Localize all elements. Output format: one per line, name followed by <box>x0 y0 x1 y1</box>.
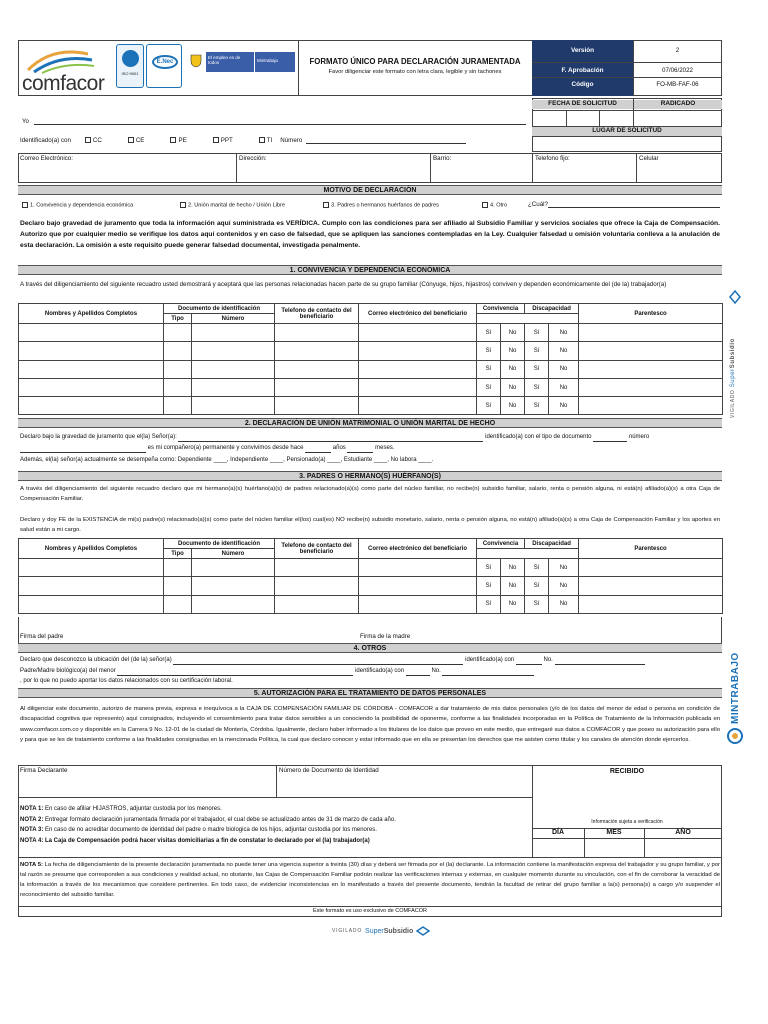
father-signature-field[interactable] <box>18 617 358 643</box>
doc-number-cell[interactable] <box>192 559 275 577</box>
table-row <box>19 577 723 595</box>
minor-doctype-field[interactable] <box>406 669 430 676</box>
radicado-field[interactable] <box>634 110 722 126</box>
email-label: Correo Electrónico: <box>20 155 73 162</box>
id-number-field[interactable] <box>306 137 466 144</box>
comfacor-logo <box>22 44 114 94</box>
barrio-field[interactable] <box>430 163 532 183</box>
section1-title: 1. CONVIVENCIA Y DEPENDENCIA ECONÓMICA <box>18 265 722 275</box>
conv-si-cell[interactable]: Sí <box>477 577 501 595</box>
yo-label: Yo <box>22 118 29 125</box>
motivo-option-3-label: 3. Padres o hermanos huérfanos de padres <box>331 202 439 209</box>
disc-si-cell[interactable]: Sí <box>525 577 549 595</box>
name-cell[interactable] <box>19 559 164 577</box>
parentesco-cell[interactable] <box>579 378 723 396</box>
note-label: NOTA 1: <box>20 806 44 812</box>
note-text: En caso de afiliar HIJASTROS, adjuntar custodia por los menores. <box>43 806 222 812</box>
note5 <box>20 860 720 900</box>
mother-signature-field[interactable] <box>358 617 722 643</box>
conv-si-cell[interactable]: Sí <box>477 378 501 396</box>
col-tipo: Tipo <box>164 314 192 324</box>
unknown-person-doctype-field[interactable] <box>516 658 542 665</box>
section4-line3: , por lo que no puedo aportar los datos relacionados con su certificación laboral. <box>20 678 233 684</box>
conv-no-cell[interactable]: No <box>501 360 525 378</box>
table-row <box>19 595 723 613</box>
email-cell[interactable] <box>359 324 477 342</box>
col-doc: Documento de identificación <box>164 539 275 549</box>
note5-label: NOTA 5: <box>20 862 43 868</box>
section4-l1a: Declaro que desconozco la ubicación del (de la) señor(a) <box>20 657 172 663</box>
doc-number-cell[interactable] <box>192 397 275 415</box>
approval-value: 07/06/2022 <box>662 67 693 74</box>
iso-label: ISO 9001 <box>121 71 139 76</box>
signer-doc-field[interactable] <box>276 775 532 797</box>
col-parentesco: Parentesco <box>579 539 723 559</box>
doc-type-cell[interactable] <box>164 397 192 415</box>
super-label: Super <box>365 927 384 935</box>
parentesco-cell[interactable] <box>579 559 723 577</box>
parentesco-cell[interactable] <box>579 342 723 360</box>
disc-si-cell[interactable]: Sí <box>525 324 549 342</box>
doc-type-cell[interactable] <box>164 559 192 577</box>
doc-type-cc[interactable] <box>85 137 102 145</box>
doc-number-cell[interactable] <box>192 577 275 595</box>
section3-title: 3. PADRES O HERMANO(S) HUÉRFANO(S) <box>18 471 722 481</box>
partner-number-field[interactable] <box>20 446 146 453</box>
conv-no-cell[interactable]: No <box>501 595 525 613</box>
conv-no-cell[interactable]: No <box>501 342 525 360</box>
conv-no-cell[interactable]: No <box>501 577 525 595</box>
doc-type-cell[interactable] <box>164 577 192 595</box>
side-super-label: Super <box>730 368 736 388</box>
phone-cell[interactable] <box>275 324 359 342</box>
section3-table <box>18 538 723 614</box>
code-label: Código <box>571 81 594 88</box>
doc-number-cell[interactable] <box>192 378 275 396</box>
note-item <box>20 836 530 847</box>
minor-name-field[interactable] <box>117 669 353 676</box>
doc-type-ti[interactable] <box>259 137 273 145</box>
enec-cert-badge <box>146 44 182 88</box>
col-names: Nombres y Apellidos Completos <box>19 304 164 324</box>
note-item <box>20 804 530 815</box>
declaration-form <box>18 40 722 920</box>
phone-cell[interactable] <box>275 397 359 415</box>
motivo-option-4[interactable] <box>482 202 507 209</box>
notes-list <box>20 804 530 846</box>
section4-l2a: Padre/Madre biológico(a) del menor <box>20 668 116 674</box>
conv-si-cell[interactable]: Sí <box>477 559 501 577</box>
side-supersubsidio-icon <box>729 290 741 304</box>
note-text: Entregar formato declaración juramentada firmada por el trabajador, el cual debe se actualizado antes de 31 de marzo de cada año. <box>43 816 396 823</box>
supersubsidio-footer-logo <box>332 924 462 938</box>
col-numero: Número <box>192 549 275 559</box>
table-row <box>19 342 723 360</box>
unknown-person-number-field[interactable] <box>555 658 645 665</box>
section5-text: Al diligenciar este documento, autorizo de manera previa, expresa e inequívoca a la CAJA DE COMPENSACIÓN FAMILIAR DE CÓRDOBA - COMFACOR a dar tratamiento de mis datos personales (y/o de los datos del menor de edad o persona en condición de discapacidad cognitiva que represento) aquí consignados, incluyendo el consentimiento para tratar datos sensibles a un conociendo la posibilidad de oponerme, conforme a las finalidades incorporadas en la Política de Tratamiento de la Información publicada en www.comfacor.com.co y disponible en la Carrera 9 No. 12-01 de la ciudad de Montería, Córdoba. Igualmente, declaro haber informado a los titulares de los datos que proveo en este medio, que entregaré sus datos a COMFACOR y que poseo su autorización para ello y para que se les de tratamiento conforme a las finalidades consignadas en la mencionada Política, la cual que declaro conocer y estar informado que en ella se presentan los derechos que me asisten como titular y los canales de atención donde ejercerlos. <box>20 706 720 744</box>
phone-cell[interactable] <box>275 378 359 396</box>
note-label: NOTA 2: <box>20 816 44 823</box>
conv-no-cell[interactable]: No <box>501 378 525 396</box>
disc-si-cell[interactable]: Sí <box>525 595 549 613</box>
motivo-title: MOTIVO DE DECLARACIÓN <box>18 185 722 195</box>
email-cell[interactable] <box>359 397 477 415</box>
doc-type-pe[interactable] <box>170 137 186 145</box>
received-month-field[interactable] <box>584 838 644 857</box>
col-email: Correo electrónico del beneficiario <box>359 304 477 324</box>
received-day-label: DÍA <box>551 829 565 836</box>
col-phone: Telefono de contacto del beneficiario <box>275 304 359 324</box>
supersubsidio-side-logo <box>730 338 736 418</box>
disc-no-cell[interactable]: No <box>549 324 579 342</box>
side-subsidio-label: Subsidio <box>730 338 736 369</box>
col-disc: Discapacidad <box>525 304 579 314</box>
motivo-option-2-label: 2. Unión marital de hecho / Unión Libre <box>188 202 286 209</box>
doc-type-cell[interactable] <box>164 378 192 396</box>
motivo-which-field[interactable] <box>548 201 720 208</box>
disc-no-cell[interactable]: No <box>549 378 579 396</box>
phone-field[interactable] <box>532 163 636 183</box>
signer-signature-field[interactable] <box>18 775 276 797</box>
email-cell[interactable] <box>359 360 477 378</box>
conv-si-cell[interactable]: Sí <box>477 595 501 613</box>
request-day-field[interactable] <box>532 110 566 126</box>
vigilado-label: VIGILADO <box>332 928 363 934</box>
disc-si-cell[interactable]: Sí <box>525 378 549 396</box>
code-value: FO-MB-FAF-06 <box>656 81 699 88</box>
conv-no-cell[interactable]: No <box>501 397 525 415</box>
note-item <box>20 815 530 826</box>
doc-number-cell[interactable] <box>192 595 275 613</box>
section4-line2 <box>20 668 722 676</box>
name-cell[interactable] <box>19 577 164 595</box>
section2-l1b: identificado(a) con el tipo de documento <box>485 434 592 440</box>
section4-l2c: No. <box>431 668 441 674</box>
email-cell[interactable] <box>359 378 477 396</box>
signer-label: Firma Declarante <box>20 767 68 774</box>
place-label: LUGAR DE SOLICITUD <box>532 127 722 136</box>
table-row <box>19 360 723 378</box>
col-parentesco: Parentesco <box>579 304 723 324</box>
col-conv: Convivencia <box>477 539 525 549</box>
request-year-field[interactable] <box>599 110 633 126</box>
col-disc: Discapacidad <box>525 539 579 549</box>
doc-type-ce[interactable] <box>128 137 145 145</box>
mother-signature-label: Firma de la madre <box>360 633 411 640</box>
unknown-person-field[interactable] <box>173 658 463 665</box>
doc-number-cell[interactable] <box>192 342 275 360</box>
enec-label: E.Nec <box>152 55 178 69</box>
col-phone: Telefono de contacto del beneficiario <box>275 539 359 559</box>
section1-table <box>18 303 723 415</box>
phone-cell[interactable] <box>275 559 359 577</box>
table-row <box>19 378 723 396</box>
exclusive-note: Este formato es uso exclusivo de COMFACOR <box>18 907 722 917</box>
email-cell[interactable] <box>359 577 477 595</box>
parentesco-cell[interactable] <box>579 397 723 415</box>
section2-l1a: Declaro bajo la gravedad de juramento que el(la) Señor(a): <box>20 434 177 440</box>
doc-type-ppt[interactable] <box>213 137 233 145</box>
received-year-label: AÑO <box>675 829 691 836</box>
doc-type-ti-label: TI <box>266 137 273 144</box>
colombia-shield-icon <box>190 54 202 68</box>
disc-no-cell[interactable]: No <box>549 360 579 378</box>
phone-cell[interactable] <box>275 342 359 360</box>
version-label: Versión <box>570 47 595 54</box>
mintrabajo-banner: Mintrabajo <box>255 52 295 72</box>
gov-text: El empleo es de todos <box>208 55 241 65</box>
section2-line3: Además, el(la) señor(a) actualmente se desempeña como: Dependiente ____, Independiente ____, Pensionado(a) ____, Estudiante ____, No labora ____. <box>20 457 434 463</box>
parentesco-cell[interactable] <box>579 595 723 613</box>
number-label: Número <box>280 137 303 144</box>
phone-cell[interactable] <box>275 360 359 378</box>
logo-text: comfacor <box>22 72 105 95</box>
section2-line1 <box>20 434 722 442</box>
doc-type-cc-label: CC <box>92 137 102 144</box>
partner-name-field[interactable] <box>178 435 483 442</box>
received-month-label: MES <box>606 829 622 836</box>
note5-text: La fecha de diligenciamiento de la presente declaración juramentada no puede tener una vigencia superior a treinta (30) días y deberá ser firmada por el (la) declarante. La información contiene la manifestación expresa del trabajador y su grupo familiar, y por tal razón se presume que corresponden a sus condiciones y realidad actual, no obstante, las Cajas de Compensación Familiar podrán realizar las verificaciones internas y externas, en cualquier momento durante su vinculación, con el fin de corroborar la veracidad de la información a través de los mecanismos que considere pertinentes. En todo caso, de evidenciar inconsistencias en lo manifestado a través del presente documento, tendrán la facultad de retirar del grupo familiar a la(s) persona(s) a cargo y/o suspender el reconocimiento del subsidio familiar. <box>20 862 721 898</box>
id-label: Identificado(a) con <box>20 137 71 144</box>
disc-no-cell[interactable]: No <box>549 577 579 595</box>
name-cell[interactable] <box>19 378 164 396</box>
col-email: Correo electrónico del beneficiario <box>359 539 477 559</box>
subsidio-label: Subsidio <box>383 927 414 935</box>
col-numero: Número <box>192 314 275 324</box>
email-cell[interactable] <box>359 559 477 577</box>
approval-label: F. Aprobación <box>561 67 604 74</box>
col-conv: Convivencia <box>477 304 525 314</box>
section5-title: 5. AUTORIZACIÓN PARA EL TRATAMIENTO DE DATOS PERSONALES <box>18 688 722 698</box>
doc-type-cell[interactable] <box>164 324 192 342</box>
phone-label: Telefono fijo: <box>535 155 570 162</box>
supersubsidio-arrow-icon <box>416 926 430 936</box>
section3-p1: A través del diligenciamiento del siguiente recuadro declaro que mi hermano(a)(s) huérfano(a)(s) de padres relacionado(a)(s) como parte del núcleo familiar, no recibe(n) subsidio familiar, salario, renta o pensión alguna, ni está(n) afiliado(a)(s) a otra Caja de Compensación Familiar. <box>20 486 720 502</box>
disc-no-cell[interactable]: No <box>549 397 579 415</box>
address-label: Dirección: <box>239 155 267 162</box>
conv-si-cell[interactable]: Sí <box>477 324 501 342</box>
received-label: RECIBIDO <box>609 768 645 775</box>
barrio-label: Barrio: <box>433 155 452 162</box>
name-cell[interactable] <box>19 324 164 342</box>
minor-number-field[interactable] <box>442 669 534 676</box>
disc-no-cell[interactable]: No <box>549 595 579 613</box>
section4-l1c: No. <box>543 657 553 663</box>
partner-doc-type-field[interactable] <box>593 435 627 442</box>
table-row <box>19 324 723 342</box>
motivo-option-3[interactable] <box>323 202 439 209</box>
form-subtitle: Favor diligenciar este formato con letra clara, legible y sin tachones <box>328 69 502 75</box>
years-field[interactable] <box>305 446 331 453</box>
section2-l2a: es mi compañero(a) permanente y convivimos desde hace <box>147 445 304 451</box>
disc-si-cell[interactable]: Sí <box>525 559 549 577</box>
motivo-which-label: ¿Cuál? <box>528 201 548 208</box>
motivo-option-1[interactable] <box>22 202 133 209</box>
received-year-field[interactable] <box>644 838 722 857</box>
doc-number-cell[interactable] <box>192 360 275 378</box>
note-label: NOTA 3: <box>20 827 44 833</box>
col-tipo: Tipo <box>164 549 192 559</box>
iso-seal-icon <box>122 50 139 67</box>
doc-type-cell[interactable] <box>164 360 192 378</box>
request-date-label: FECHA DE SOLICITUD <box>532 100 633 109</box>
conv-si-cell[interactable]: Sí <box>477 360 501 378</box>
motivo-option-1-label: 1. Convivencia y dependencia económica <box>30 202 134 209</box>
gov-banner <box>206 52 254 72</box>
request-month-field[interactable] <box>566 110 599 126</box>
signer-doc-label: Número de Documento de Identidad <box>279 767 379 774</box>
table-row <box>19 397 723 415</box>
parentesco-cell[interactable] <box>579 360 723 378</box>
disc-si-cell[interactable]: Sí <box>525 360 549 378</box>
disc-no-cell[interactable]: No <box>549 559 579 577</box>
cell-field[interactable] <box>636 163 722 183</box>
doc-type-ppt-label: PPT <box>220 137 233 144</box>
conv-si-cell[interactable]: Sí <box>477 397 501 415</box>
doc-type-ce-label: CE <box>135 137 145 144</box>
name-cell[interactable] <box>19 595 164 613</box>
motivo-option-2[interactable] <box>180 202 285 209</box>
months-field[interactable] <box>347 446 373 453</box>
verify-label: Información sujeta a verificación <box>591 819 663 825</box>
section2-l2c: meses. <box>375 445 395 451</box>
father-signature-label: Firma del padre <box>20 633 64 640</box>
table-row <box>19 559 723 577</box>
received-day-field[interactable] <box>532 838 584 857</box>
radicado-label: RADICADO <box>634 100 722 109</box>
doc-type-pe-label: PE <box>178 137 187 144</box>
note-item <box>20 825 530 836</box>
phone-cell[interactable] <box>275 595 359 613</box>
section4-line1 <box>20 657 722 665</box>
address-field[interactable] <box>236 163 430 183</box>
parentesco-cell[interactable] <box>579 577 723 595</box>
email-field[interactable] <box>18 163 236 183</box>
place-field[interactable] <box>532 136 722 152</box>
motivo-option-4-label: 4. Otro <box>490 202 508 209</box>
disc-si-cell[interactable]: Sí <box>525 342 549 360</box>
section1-text: A través del diligenciamiento del siguiente recuadro usted demostrará y aceptará que las personas relacionadas hacen parte de su grupo familiar (Cónyuge, hijos, hijastros) conviven y dependen económicamente del (de la) trabajador(a) <box>20 281 667 288</box>
doc-type-cell[interactable] <box>164 595 192 613</box>
parentesco-cell[interactable] <box>579 324 723 342</box>
section4-l1b: identificado(a) con <box>465 657 515 663</box>
mintrabajo-seal-icon <box>727 728 743 744</box>
col-names: Nombres y Apellidos Completos <box>19 539 164 559</box>
email-cell[interactable] <box>359 342 477 360</box>
doc-type-cell[interactable] <box>164 342 192 360</box>
section2-l1c: número <box>628 434 650 440</box>
section2-line2 <box>20 445 722 453</box>
note-text: En caso de no acreditar documento de identidad del padre o madre biologica de los hijos, adjuntar custodia por los menores. <box>43 827 377 833</box>
section4-l2b: identificado(a) con <box>355 668 405 674</box>
disc-no-cell[interactable]: No <box>549 342 579 360</box>
section2-l2b: años <box>332 445 346 451</box>
iso-cert-badge <box>116 44 144 88</box>
name-cell[interactable] <box>19 360 164 378</box>
conv-no-cell[interactable]: No <box>501 324 525 342</box>
col-doc: Documento de identificación <box>164 304 275 314</box>
oath-paragraph: Declaro bajo gravedad de juramento que toda la información aquí suministrada es VERÍDICA. Cumplo con las condiciones para ser afiliado al Subsidio Familiar y servicios sociales que ofrece la Caja de Compensación. Autorizo que por cualquier medio se verifique los datos aquí contenidos y en caso de falsedad, que se apliquen las sanciones contempladas en la Ley. Cualquier falsedad u omisión voluntaria conlleva a la anulación de esta declaración. La omisión a este requisito puede generar falsedad documental, investigada penalmente. <box>20 220 720 249</box>
id-row <box>20 137 466 145</box>
section3-p2: Declaro y doy FE de la EXISTENCIA de mi(s) padre(s) relacionado(a)(s) como parte del núcleo familiar el(los) cual(es) NO recibe(n) subsidio monetario, salario, renta o pensión alguna, no está(n) afiliado(a)(s) a otra Caja de Compensación Familiar y los aportes en salud están a mi cargo. <box>20 517 720 533</box>
section2-title: 2. DECLARACIÓN DE UNIÓN MATRIMONIAL O UNIÓN MARITAL DE HECHO <box>18 418 722 428</box>
version-value: 2 <box>675 47 680 54</box>
form-title: FORMATO ÚNICO PARA DECLARACIÓN JURAMENTADA <box>309 57 521 66</box>
doc-number-cell[interactable] <box>192 324 275 342</box>
side-vigilado-label: VIGILADO <box>730 389 736 418</box>
mintrabajo-side-logo: MINTRABAJO <box>730 652 741 724</box>
name-cell[interactable] <box>19 397 164 415</box>
phone-cell[interactable] <box>275 577 359 595</box>
conv-no-cell[interactable]: No <box>501 559 525 577</box>
name-cell[interactable] <box>19 342 164 360</box>
section4-title: 4. OTROS <box>18 643 722 653</box>
comfacor-swoosh-icon <box>22 44 114 74</box>
email-cell[interactable] <box>359 595 477 613</box>
cell-label: Celular <box>639 155 659 162</box>
note-label: NOTA 4: La Caja de Compensación podrá hacer visitas domiciliarias a fin de constatar lo declarado por el (la) trabajador(a) <box>20 837 370 844</box>
disc-si-cell[interactable]: Sí <box>525 397 549 415</box>
yo-name-field[interactable] <box>34 118 526 125</box>
conv-si-cell[interactable]: Sí <box>477 342 501 360</box>
